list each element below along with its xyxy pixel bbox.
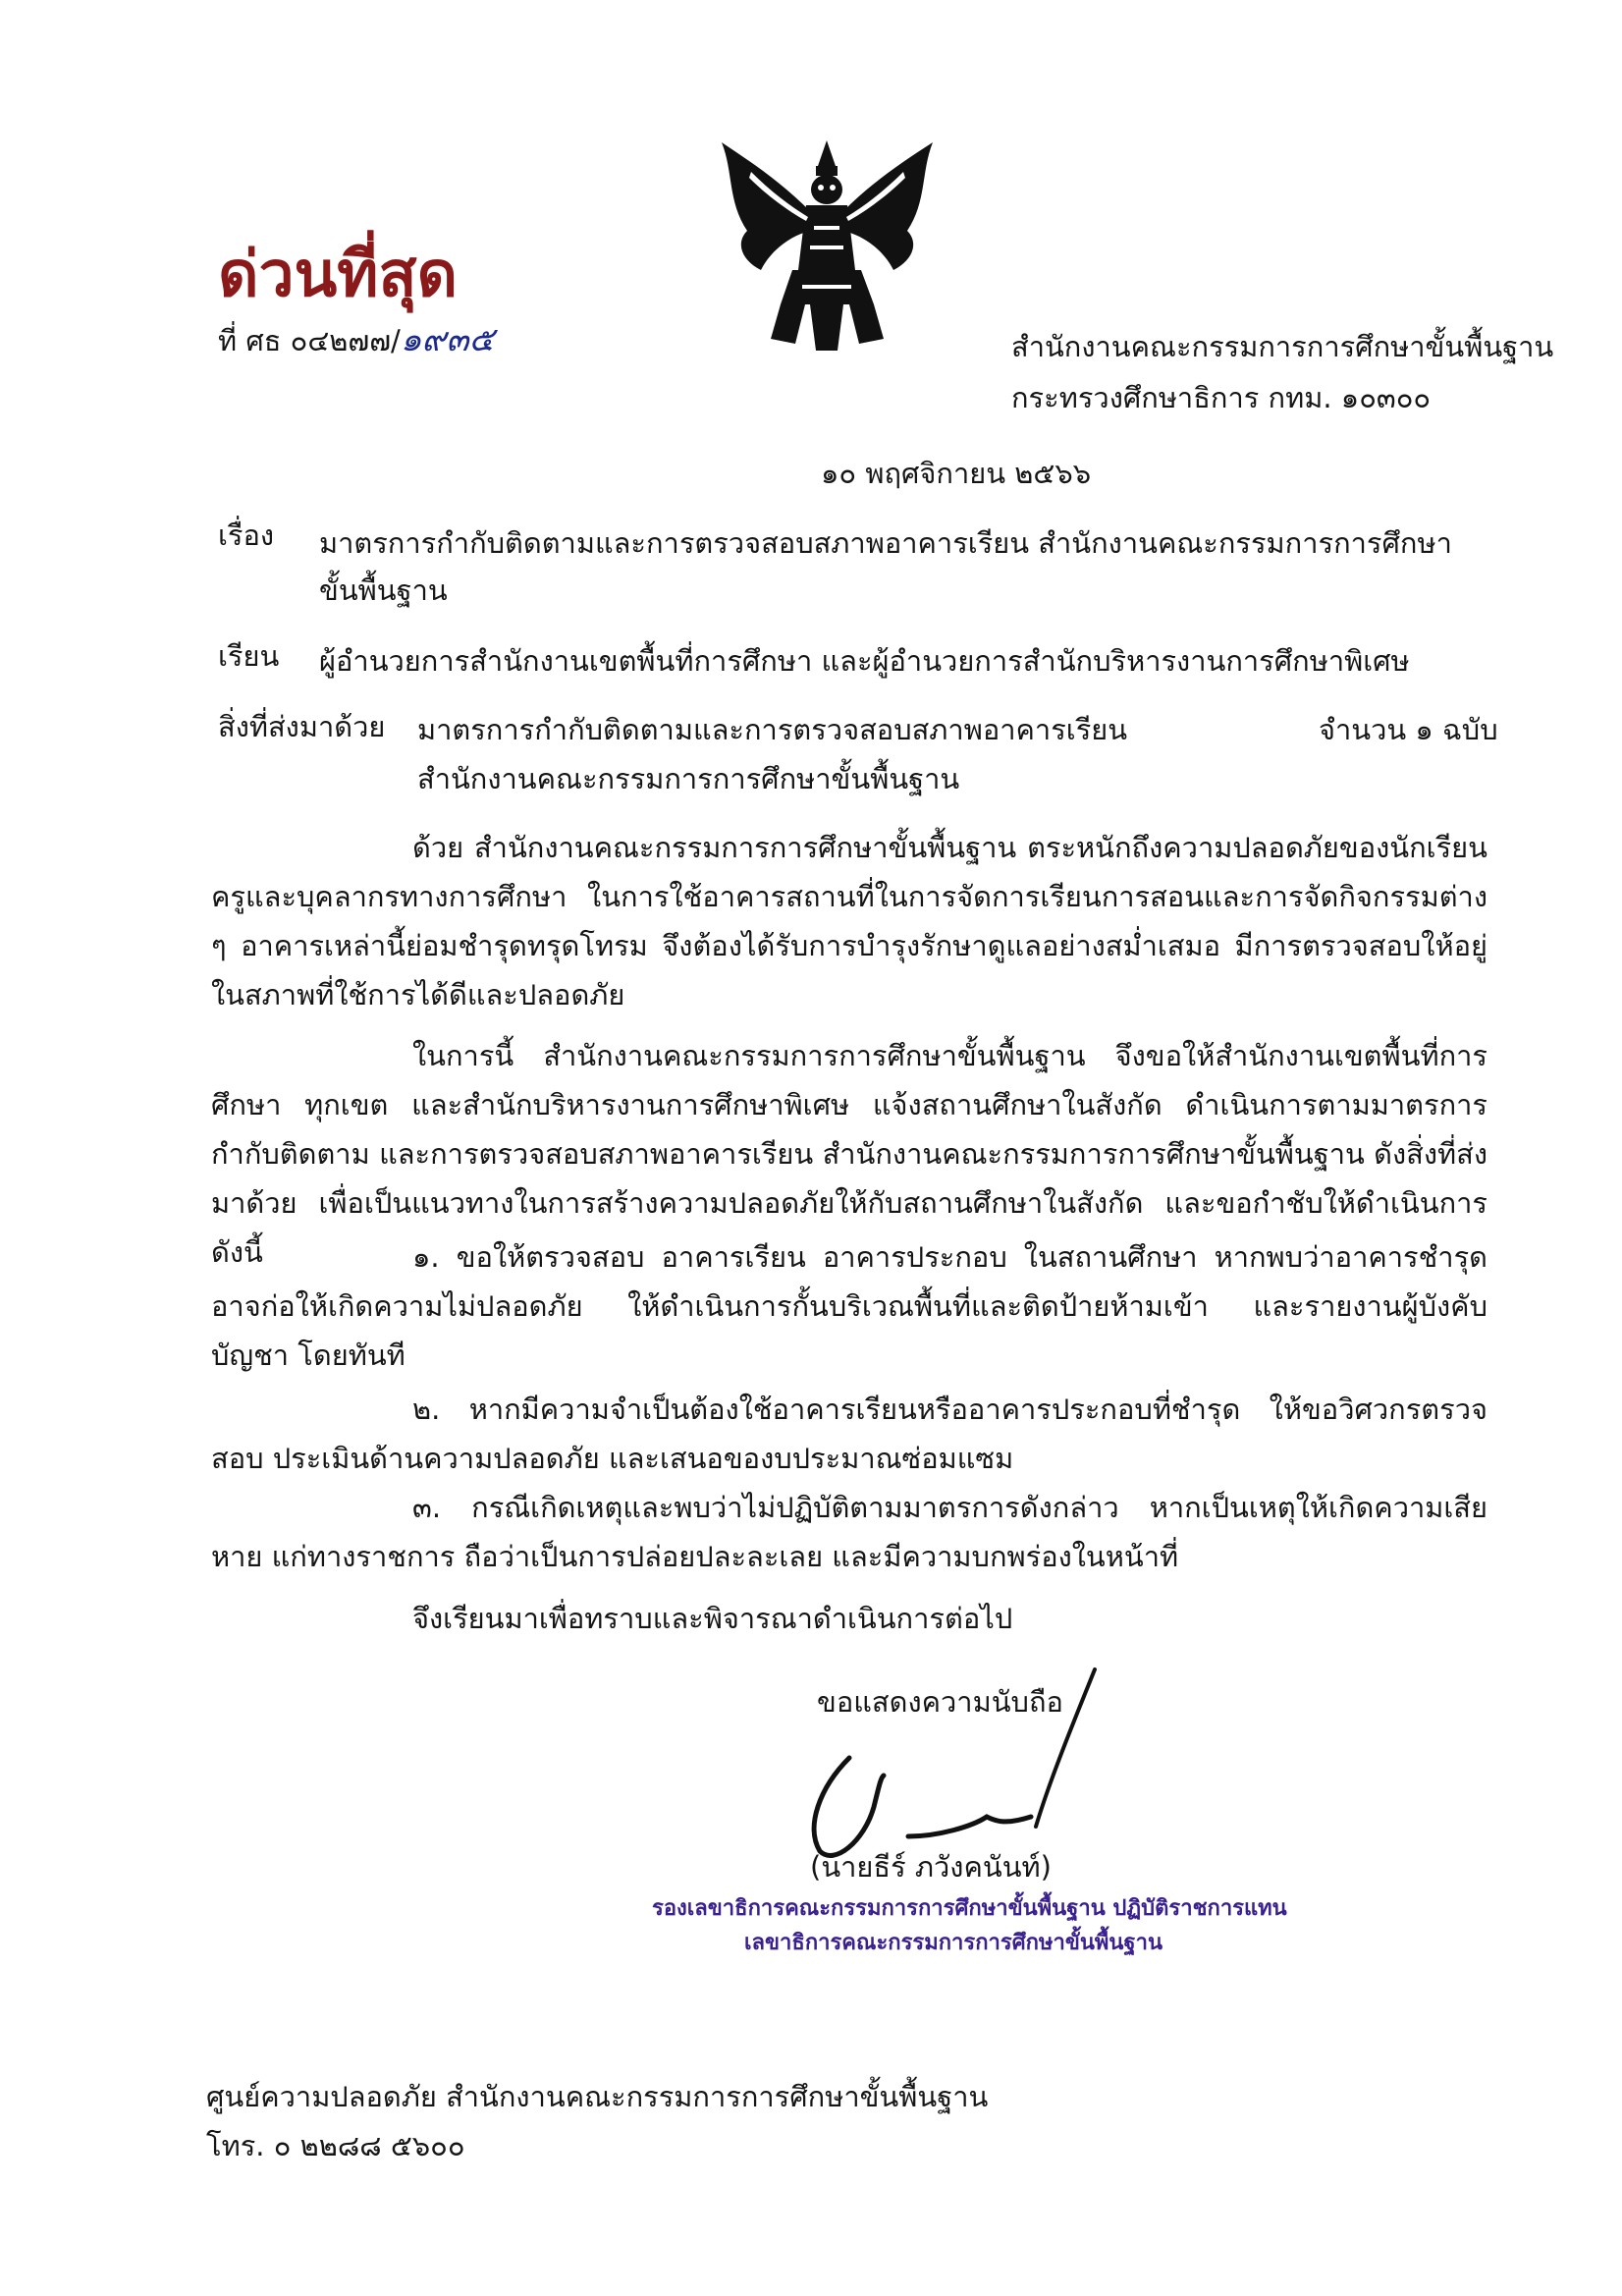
urgency-stamp: ด่วนที่สุด: [218, 238, 459, 311]
list-item-2-text: ๒. หากมีความจำเป็นต้องใช้อาคารเรียนหรืออาคารประกอบที่ชำรุด ให้ขอวิศวกรตรวจสอบ ประเมินด้านความปลอดภัย และเสนอของบประมาณซ่อมแซม: [211, 1393, 1487, 1475]
body-paragraph-1: [211, 823, 1487, 1019]
subject-line-1: มาตรการกำกับติดตามและการตรวจสอบสภาพอาคารเรียน สำนักงานคณะกรรมการการศึกษา: [319, 526, 1452, 560]
body-paragraph-2-text: ในการนี้ สำนักงานคณะกรรมการการศึกษาขั้นพื้นฐาน จึงขอให้สำนักงานเขตพื้นที่การศึกษา ทุกเขต และสำนักบริหารงานการศึกษาพิเศษ แจ้งสถานศึกษาในสังกัด ดำเนินการตามมาตรการกำกับติดตาม และการตรวจสอบสภาพอาคารเรียน สำนักงานคณะกรรมการการศึกษาขั้นพื้นฐาน ดังสิ่งที่ส่งมาด้วย เพื่อเป็นแนวทางในการสร้างความปลอดภัยให้กับสถานศึกษาในสังกัด และขอกำชับให้ดำเนินการดังนี้: [211, 1039, 1487, 1269]
list-item-3: [211, 1483, 1487, 1581]
enclosure-count: จำนวน ๑ ฉบับ: [1319, 713, 1498, 746]
footer-unit: ศูนย์ความปลอดภัย สำนักงานคณะกรรมการการศึกษาขั้นพื้นฐาน: [206, 2080, 989, 2113]
signatory-name: (นายธีร์ ภวังคนันท์): [810, 1850, 1052, 1884]
signatory-title-2: เลขาธิการคณะกรรมการการศึกษาขั้นพื้นฐาน: [744, 1931, 1162, 1955]
recipient-label: เรียน: [218, 639, 280, 673]
enclosure-line-2: สำนักงานคณะกรรมการการศึกษาขั้นพื้นฐาน: [417, 762, 960, 795]
closing-line: จึงเรียนมาเพื่อทราบและพิจารณาดำเนินการต่อไป: [412, 1602, 1013, 1635]
subject-label: เรื่อง: [218, 519, 275, 552]
list-item-1-text: ๑. ขอให้ตรวจสอบ อาคารเรียน อาคารประกอบ ในสถานศึกษา หากพบว่าอาคารชำรุด อาจก่อให้เกิดความไม่ปลอดภัย ให้ดำเนินการกั้นบริเวณพื้นที่และติดป้ายห้ามเข้า และรายงานผู้บังคับบัญชา โดยทันที: [211, 1240, 1487, 1372]
office-address: กระทรวงศึกษาธิการ กทม. ๑๐๓๐๐: [1011, 381, 1432, 414]
office-name: สำนักงานคณะกรรมการการศึกษาขั้นพื้นฐาน: [1011, 330, 1554, 363]
document-number-handwritten: ๑๙๓๕: [400, 320, 495, 359]
footer-phone: โทร. ๐ ๒๒๘๘ ๕๖๐๐: [206, 2129, 465, 2162]
document-number: [218, 312, 494, 365]
subject-line-2: ขั้นพื้นฐาน: [319, 574, 448, 607]
garuda-emblem-icon: [712, 133, 943, 358]
list-item-2: [211, 1385, 1487, 1483]
enclosure-line-1: มาตรการกำกับติดตามและการตรวจสอบสภาพอาคารเรียน: [417, 713, 1128, 746]
handwritten-signature: [790, 1660, 1114, 1871]
signatory-title-1: รองเลขาธิการคณะกรรมการการศึกษาขั้นพื้นฐาน ปฏิบัติราชการแทน: [652, 1896, 1287, 1921]
signature-regards: ขอแสดงความนับถือ: [817, 1685, 1063, 1719]
document-number-prefix: ที่ ศธ ๐๔๒๗๗/: [218, 324, 401, 357]
recipient-text: ผู้อำนวยการสำนักงานเขตพื้นที่การศึกษา และผู้อำนวยการสำนักบริหารงานการศึกษาพิเศษ: [319, 644, 1410, 678]
list-item-3-text: ๓. กรณีเกิดเหตุและพบว่าไม่ปฏิบัติตามมาตรการดังกล่าว หากเป็นเหตุให้เกิดความเสียหาย แก่ทางราชการ ถือว่าเป็นการปล่อยปละละเลย และมีความบกพร่องในหน้าที่: [211, 1491, 1487, 1573]
enclosure-label: สิ่งที่ส่งมาด้วย: [218, 710, 386, 743]
document-date: ๑๐ พฤศจิกายน ๒๕๖๖: [821, 457, 1092, 490]
list-item-1: [211, 1232, 1487, 1380]
body-paragraph-1-text: ด้วย สำนักงานคณะกรรมการการศึกษาขั้นพื้นฐาน ตระหนักถึงความปลอดภัยของนักเรียน ครูและบุคลากรทางการศึกษา ในการใช้อาคารสถานที่ในการจัดการเรียนการสอนและการจัดกิจกรรมต่าง ๆ อาคารเหล่านี้ย่อมชำรุดทรุดโทรม จึงต้องได้รับการบำรุงรักษาดูแลอย่างสม่ำเสมอ มีการตรวจสอบให้อยู่ในสภาพที่ใช้การได้ดีและปลอดภัย: [211, 831, 1487, 1011]
